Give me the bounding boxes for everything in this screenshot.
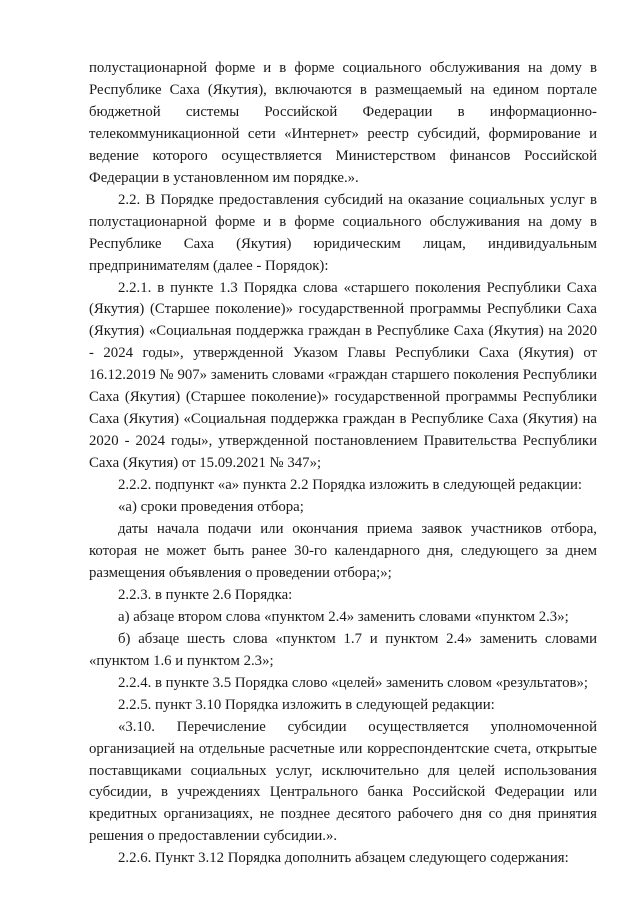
paragraph-2-2-6: 2.2.6. Пункт 3.12 Порядка дополнить абзацем следующего содержания:	[118, 850, 569, 867]
document-page	[89, 58, 597, 870]
paragraph-3-10: «3.10. Перечисление субсидии осуществляется уполномоченной организацией на отдельные расчетные или корреспондентские счета, открытые поставщиками социальных услуг, исключительно для целей использования субсидии, в учреждениях Центрального банка Российской Федерации или кредитных организациях, не позднее десятого рабочего дня со дня принятия решения о предоставлении субсидии.».	[89, 718, 597, 845]
paragraph-2-2-2: 2.2.2. подпункт «а» пункта 2.2 Порядка изложить в следующей редакции:	[118, 477, 582, 494]
paragraph-continuation: полустационарной форме и в форме социального обслуживания на дому в Республике Саха (Якутия), включаются в размещаемый на едином портале бюджетной системы Российской Федерации в информационно-телекоммуникационной сети «Интернет» реестр субсидий, формирование и ведение которого осуществляется Министерством финансов Российской Федерации в установленном им порядке.».	[89, 60, 597, 186]
paragraph-2-2-5: 2.2.5. пункт 3.10 Порядка изложить в следующей редакции:	[118, 696, 495, 713]
paragraph-quote-a: «а) сроки проведения отбора;	[118, 499, 304, 516]
paragraph-2-2: 2.2. В Порядке предоставления субсидий на оказание социальных услуг в полустационарной форме и в форме социального обслуживания на дому в Республике Саха (Якутия) юридическим лицам, индивидуальным предпринимателям (далее - Порядок):	[89, 191, 597, 274]
paragraph-2-2-3: 2.2.3. в пункте 2.6 Порядка:	[118, 586, 293, 603]
paragraph-2-2-3-a: а) абзаце втором слова «пунктом 2.4» заменить словами «пунктом 2.3»;	[118, 608, 569, 625]
paragraph-2-2-1: 2.2.1. в пункте 1.3 Порядка слова «старшего поколения Республики Саха (Якутия) (Старшее поколение)» государственной программы Республики Саха (Якутия) «Социальная поддержка граждан в Республике Саха (Якутия) на 2020 - 2024 годы», утвержденной Указом Главы Республики Саха (Якутия) от 16.12.2019 № 907» заменить словами «граждан старшего поколения Республики Саха (Якутия) (Старшее поколение)» государственной программы Республики Саха (Якутия) «Социальная поддержка граждан в Республике Саха (Якутия) на 2020 - 2024 годы», утвержденной постановлением Правительства Республики Саха (Якутия) от 15.09.2021 № 347»;	[89, 279, 597, 472]
paragraph-dates: даты начала подачи или окончания приема заявок участников отбора, которая не может быть ранее 30-го календарного дня, следующего за днем размещения объявления о проведении отбора;»;	[89, 521, 597, 581]
paragraph-2-2-3-b: б) абзаце шесть слова «пунктом 1.7 и пунктом 2.4» заменить словами «пунктом 1.6 и пунктом 2.3»;	[89, 630, 597, 669]
paragraph-2-2-4: 2.2.4. в пункте 3.5 Порядка слово «целей» заменить словом «результатов»;	[118, 674, 588, 691]
